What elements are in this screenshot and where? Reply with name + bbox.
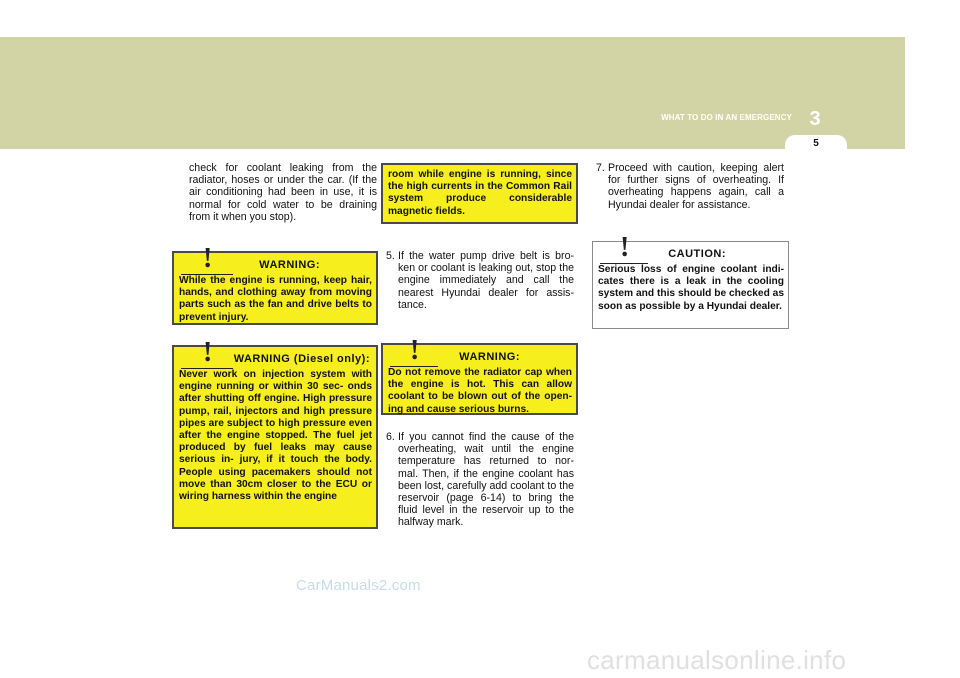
- exclamation-icon: !: [620, 232, 630, 263]
- warning-header: [179, 337, 372, 369]
- step-number: 5.: [386, 250, 395, 262]
- exclamation-icon: !: [410, 335, 420, 366]
- divider: [181, 368, 233, 369]
- warning-text: While the engine is running, keep hair, hands, and clothing away from moving parts such as the fan and drive belts to prevent injury.: [179, 275, 372, 323]
- warning-title: WARNING:: [459, 351, 520, 363]
- step-number: 6.: [386, 431, 395, 443]
- step-text: Proceed with caution, keeping alert for further signs of overheating. If overheating happens again, call a Hyundai dealer for assistance.: [608, 162, 784, 211]
- warning-box-radiator-cap: [381, 335, 578, 415]
- warning-title: WARNING:: [259, 259, 320, 271]
- page-number: 5: [813, 138, 819, 149]
- caution-title: CAUTION:: [668, 248, 726, 260]
- divider: [181, 274, 233, 275]
- step-5: [386, 250, 574, 311]
- warning-box-diesel: [172, 337, 378, 529]
- header-band: [0, 37, 905, 149]
- chapter-number: 3: [809, 108, 821, 130]
- caution-text: Serious loss of engine coolant indi- cates there is a leak in the cooling system and this should be checked as soon as possible by a Hyundai dealer.: [598, 264, 784, 312]
- watermark-carmanuals2[interactable]: CarManuals2.com: [296, 577, 421, 594]
- exclamation-icon: !: [203, 243, 213, 274]
- warning-text: Do not remove the radiator cap when the engine is hot. This can allow coolant to be blown out of the open- ing and cause serious burns.: [388, 367, 572, 415]
- step-text: If the water pump drive belt is bro- ken or coolant is leaking out, stop the engine immediately and call the nearest Hyundai dealer for assis- tance.: [398, 250, 574, 311]
- step-7: [596, 162, 784, 211]
- continued-text: check for coolant leaking from the radiator, hoses or under the car. (If the air conditioning had been in use, it is normal for cold water to be draining from it when you stop).: [189, 162, 377, 223]
- divider: [600, 263, 648, 264]
- caution-header: [598, 232, 784, 264]
- chapter-title: WHAT TO DO IN AN EMERGENCY: [661, 113, 792, 122]
- warning-box-moving-parts: [172, 243, 378, 325]
- warning-text: room while engine is running, since the high currents in the Common Rail system produce considerable magnetic fields.: [388, 169, 572, 217]
- step-number: 7.: [596, 162, 605, 174]
- warning-header: [388, 335, 572, 367]
- warning-header: [179, 243, 372, 275]
- warning-text: Never work on injection system with engine running or within 30 sec- onds after shutting off engine. High pressure pump, rail, injectors and high pressure pipes are subject to high pressure even after the engine stopped. The fuel jet produced by fuel leaks may cause serious in- jury, if it touch the body. People using pacemakers should not move than 30cm closer to the ECU or wiring harness within the engine: [179, 369, 372, 503]
- warning-box-continued: [381, 163, 578, 224]
- watermark-carmanualsonline[interactable]: carmanualsonline.info: [587, 645, 847, 675]
- step-text: If you cannot find the cause of the overheating, wait until the engine temperature has returned to nor- mal. Then, if the engine coolant has been lost, carefully add coolant to the reservoir (page 6-14) to bring the fluid level in the reservoir up to the halfway mark.: [398, 431, 574, 529]
- caution-box-coolant-loss: [592, 232, 789, 329]
- warning-title: WARNING (Diesel only):: [233, 353, 370, 365]
- exclamation-icon: !: [203, 337, 213, 368]
- divider: [390, 366, 438, 367]
- step-6: [386, 431, 574, 529]
